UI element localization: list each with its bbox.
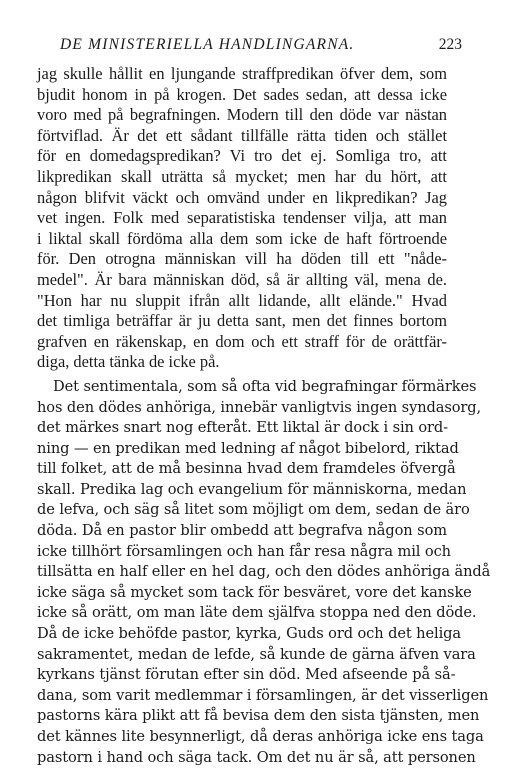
text-line: pastorn i hand och säga tack. Om det nu är så, att personen bbox=[37, 748, 476, 766]
text-line: hos den dödes anhöriga, innebär vanligtvis ingen syndasorg, bbox=[37, 398, 482, 416]
text-line: vet ingen. Folk med separatistiska tendenser vilja, att man bbox=[37, 208, 447, 228]
text-line: Det sentimentala, som så ofta vid begrafningar förmärkes bbox=[53, 377, 477, 395]
running-title: DE MINISTERIELLA HANDLINGARNA. bbox=[60, 36, 355, 53]
body-text bbox=[37, 64, 491, 768]
text-line: jag skulle hållit en ljungande straffpredikan öfver dem, som bbox=[37, 64, 447, 83]
text-line: medel". Är bara människan död, så är allting väl, mena de. bbox=[37, 269, 447, 289]
text-line: ning — en predikan med ledning af något bibelord, riktad bbox=[37, 439, 459, 457]
text-line: för. Den otrogna människan vill ha döden till ett "nåde- bbox=[37, 249, 447, 269]
text-line: det märkes snart nog efteråt. Ett liktal är dock i sin ord- bbox=[37, 419, 449, 437]
text-line: döda. Då en pastor blir ombedd att begrafva någon som bbox=[37, 522, 447, 540]
text-line: likpredikan skall uträtta så mycket; men har du hört, att bbox=[37, 166, 447, 186]
text-line: icke säga så mycket som tack för besväret, vore det kanske bbox=[37, 583, 472, 601]
text-line: grafven en räkenskap, en dom och ett straff för de orättfär- bbox=[37, 331, 447, 351]
text-line: icke tillhört församlingen och han får resa några mil och bbox=[37, 542, 451, 560]
text-line: pastorns kära plikt att få bevisa dem den sista tjänsten, men bbox=[37, 707, 480, 725]
text-line: sakramentet, medan de lefde, så kunde de gärna äfven vara bbox=[37, 645, 476, 663]
text-line: "Hon har nu sluppit ifrån allt lidande, allt elände." Hvad bbox=[37, 290, 447, 310]
text-line: förtviflad. Är det ett sådant tillfälle rätta tiden och stället bbox=[37, 125, 447, 145]
text-line: dana, som varit medlemmar i församlingen, är det visserligen bbox=[37, 686, 489, 704]
text-line: i liktal skall fördöma alla dem som icke de haft förtroende bbox=[37, 228, 447, 248]
text-line: diga, detta tänka de icke på. bbox=[37, 352, 220, 372]
text-line: Då de icke behöfde pastor, kyrka, Guds ord och det heliga bbox=[37, 625, 461, 643]
text-line: till folket, att de må besinna hvad dem framdeles öfvergå bbox=[37, 460, 456, 478]
text-line: för en domedagspredikan? Vi tro det ej. Somliga tro, att bbox=[37, 146, 447, 166]
text-line: bjudit honom in på krogen. Det sades sedan, att dessa icke bbox=[37, 84, 447, 104]
text-line: det kännes lite besynnerligt, då deras anhöriga icke ens taga bbox=[37, 728, 484, 745]
text-line: voro med på begrafningen. Modern till den döde var nästan bbox=[37, 105, 447, 125]
text-line: kyrkans tjänst förutan efter sin död. Med afseende på så- bbox=[37, 666, 456, 684]
paragraph-2 bbox=[37, 377, 491, 768]
text-line: de lefva, och säg så litet som möjligt om dem, sedan de äro bbox=[37, 501, 470, 519]
text-line: någon blifvit väckt och omvänd under en likpredikan? Jag bbox=[37, 187, 447, 207]
text-line: det timliga beträffar är ju detta sant, men det finnes bortom bbox=[37, 311, 447, 331]
text-line: skall. Predika lag och evangelium för människorna, medan bbox=[37, 480, 467, 498]
page-number: 223 bbox=[438, 36, 462, 53]
text-line: icke så orätt, om man läte dem själfva stoppa ned den döde. bbox=[37, 604, 477, 622]
running-header bbox=[60, 36, 462, 58]
text-line: tillsätta en half eller en hel dag, och den dödes anhöriga ändå bbox=[37, 563, 491, 581]
paragraph-1 bbox=[37, 64, 447, 373]
